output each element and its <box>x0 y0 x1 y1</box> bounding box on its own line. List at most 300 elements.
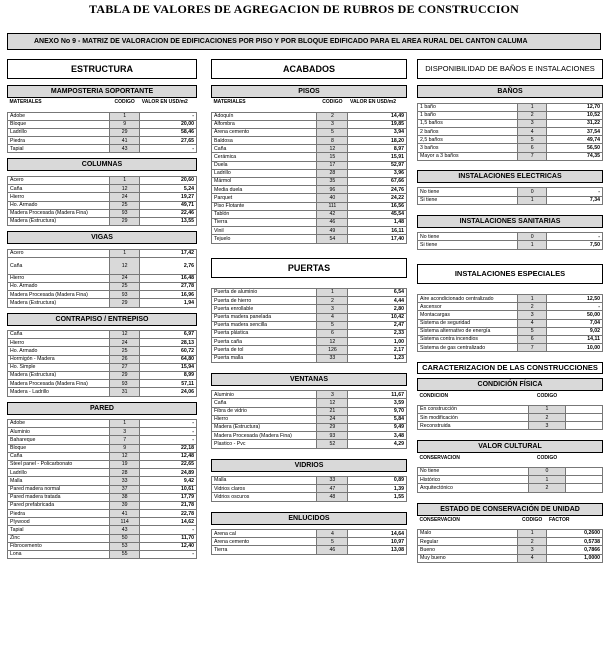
row-code: 4 <box>317 313 348 321</box>
row-code: 43 <box>110 145 140 153</box>
table-row <box>212 354 407 362</box>
table-estado <box>417 516 603 563</box>
row-label: Lona <box>8 551 110 559</box>
header-estructura: ESTRUCTURA <box>7 59 197 79</box>
row-value: - <box>140 428 197 436</box>
row-code: 35 <box>317 178 348 186</box>
row-value: 27,78 <box>140 282 197 290</box>
row-label: Madera Procesada (Madera Fina) <box>8 291 110 299</box>
row-code: 29 <box>110 371 140 379</box>
row-code: 46 <box>317 546 348 554</box>
row-code: 3 <box>517 119 547 127</box>
table-row <box>212 178 407 186</box>
row-label: Tejuelo <box>212 235 317 243</box>
row-label: Adoquín <box>212 112 317 120</box>
row-code: 3 <box>317 305 348 313</box>
row-code: 7 <box>517 344 547 352</box>
row-code: 29 <box>110 128 140 136</box>
row-code: 37 <box>110 485 140 493</box>
row-label: Duela <box>212 161 317 169</box>
table-row <box>418 128 603 136</box>
row-label: Acero <box>8 176 110 184</box>
row-code: 54 <box>317 235 348 243</box>
row-label: Alfombra <box>212 120 317 128</box>
row-value: 57,11 <box>140 380 197 388</box>
row-code: 24 <box>110 339 140 347</box>
row-code: 29 <box>110 217 140 225</box>
column-header: CONDICION <box>418 391 529 400</box>
table-row <box>8 209 197 217</box>
row-code: 28 <box>317 169 348 177</box>
table-row <box>212 153 407 161</box>
row-code: 43 <box>110 526 140 534</box>
table-row <box>8 137 197 145</box>
row-value: 10,42 <box>348 313 407 321</box>
row-code: 93 <box>110 380 140 388</box>
row-label: Sin modificación <box>418 414 529 422</box>
row-code: 12 <box>110 185 140 193</box>
table-row <box>212 546 407 554</box>
table-row <box>418 144 603 152</box>
table-row <box>212 485 407 493</box>
table-row <box>418 546 603 554</box>
row-label: Sistema contra incendios <box>418 336 518 344</box>
table-row <box>8 420 197 428</box>
column-header: MATERIALES <box>8 98 110 107</box>
row-label: Adobe <box>8 420 110 428</box>
row-code: 1 <box>529 405 566 413</box>
table-row <box>212 169 407 177</box>
row-value: 3,59 <box>348 399 407 407</box>
row-label: Caña <box>8 257 110 274</box>
row-label: Madera Procesada (Madera Fina) <box>8 209 110 217</box>
row-label: Sistema de seguridad <box>418 319 518 327</box>
table-row <box>8 510 197 518</box>
row-code: 12 <box>110 331 140 339</box>
row-code: 7 <box>517 152 547 160</box>
row-label: Hierro <box>8 193 110 201</box>
row-label: Plywood <box>8 518 110 526</box>
row-code: 5 <box>317 538 348 546</box>
table-row <box>8 249 197 257</box>
row-code: 2 <box>317 112 348 120</box>
row-code: 3 <box>517 311 547 319</box>
row-label: Tierra <box>212 546 317 554</box>
row-code: 41 <box>110 137 140 145</box>
row-label: Vidrios claros <box>212 485 317 493</box>
row-value: 0,2600 <box>547 530 603 538</box>
section-title: CONDICIÓN FÍSICA <box>417 378 603 391</box>
row-value: 1,48 <box>348 218 407 226</box>
row-value <box>566 484 603 492</box>
table-row <box>418 344 603 352</box>
row-value: 27,65 <box>140 137 197 145</box>
row-code: 40 <box>317 194 348 202</box>
row-value: 4,29 <box>348 440 407 448</box>
row-code: 0 <box>517 233 547 241</box>
table-row <box>212 493 407 501</box>
table-row <box>418 530 603 538</box>
row-code: 46 <box>317 218 348 226</box>
column-header: CODIGO <box>517 516 547 525</box>
table-row <box>212 538 407 546</box>
row-code: 126 <box>317 346 348 354</box>
table-row <box>418 467 603 475</box>
row-code: 3 <box>317 120 348 128</box>
column-acabados <box>211 59 407 555</box>
row-code: 29 <box>110 299 140 307</box>
table-row <box>8 493 197 501</box>
row-label: Madera (Estructura) <box>212 423 317 431</box>
row-code: 29 <box>317 423 348 431</box>
row-code: 12 <box>110 452 140 460</box>
row-value: 15,94 <box>140 363 197 371</box>
row-label: Puerta de tol <box>212 346 317 354</box>
table-row <box>418 295 603 303</box>
row-label: Cerámica <box>212 153 317 161</box>
table-vigas <box>7 244 197 307</box>
row-value: 7,50 <box>547 241 603 249</box>
row-label: 3 baños <box>418 144 518 152</box>
row-value: 10,97 <box>348 538 407 546</box>
section-title: BAÑOS <box>417 85 603 98</box>
table-row <box>8 145 197 153</box>
table-row <box>418 476 603 484</box>
row-label: No tiene <box>418 467 529 475</box>
row-label: Malla <box>212 477 317 485</box>
row-value: 58,46 <box>140 128 197 136</box>
row-code: 2 <box>317 297 348 305</box>
table-row <box>8 526 197 534</box>
row-label: Sistema alternativo de energía <box>418 327 518 335</box>
row-code: 93 <box>317 432 348 440</box>
row-label: Media duela <box>212 186 317 194</box>
table-row <box>8 339 197 347</box>
row-value: 1,39 <box>348 485 407 493</box>
row-code: 15 <box>317 153 348 161</box>
row-code: 2 <box>529 414 566 422</box>
row-value: 24,06 <box>140 388 197 396</box>
row-code: 25 <box>110 347 140 355</box>
table-row <box>212 112 407 120</box>
row-code: 93 <box>110 209 140 217</box>
row-label: Aluminio <box>8 428 110 436</box>
section-title: INSTALACIONES ELECTRICAS <box>417 170 603 183</box>
row-code: 50 <box>110 534 140 542</box>
row-code: 1 <box>517 295 547 303</box>
section-title: COLUMNAS <box>7 158 197 171</box>
row-value: 13,55 <box>140 217 197 225</box>
table-ventanas <box>211 386 407 449</box>
column-disponibilidad <box>417 59 603 563</box>
table-row <box>418 336 603 344</box>
row-code: 19 <box>110 460 140 468</box>
row-code: 53 <box>110 542 140 550</box>
row-code: 2 <box>517 538 547 546</box>
row-value: - <box>140 436 197 444</box>
table-row <box>8 331 197 339</box>
table-row <box>8 444 197 452</box>
row-label: Tablón <box>212 210 317 218</box>
row-code: 5 <box>317 321 348 329</box>
page-title: TABLA DE VALORES DE AGREGACION DE RUBROS DE CONSTRUCCION <box>89 2 519 16</box>
row-code: 55 <box>110 551 140 559</box>
table-row <box>8 380 197 388</box>
row-label: Madera (Estructura) <box>8 299 110 307</box>
row-code: 2 <box>529 484 566 492</box>
table-row <box>418 111 603 119</box>
row-value: - <box>547 188 603 196</box>
header-caracterizacion: CARACTERIZACION DE LAS CONSTRUCCIONES <box>417 362 603 374</box>
row-value: 49,71 <box>140 201 197 209</box>
row-label: Bloque <box>8 120 110 128</box>
row-value: 21,78 <box>140 501 197 509</box>
row-label: Si tiene <box>418 241 518 249</box>
row-value: 8,99 <box>140 371 197 379</box>
table-header-row <box>8 98 197 107</box>
table-row <box>212 145 407 153</box>
table-row <box>8 120 197 128</box>
table-vidrios <box>211 472 407 502</box>
row-label: Tapial <box>8 526 110 534</box>
row-label: Caña <box>8 331 110 339</box>
row-code: 42 <box>317 210 348 218</box>
row-label: 1,5 baños <box>418 119 518 127</box>
table-row <box>212 128 407 136</box>
table-row <box>212 423 407 431</box>
table-row <box>8 217 197 225</box>
table-mamposteria <box>7 98 197 153</box>
row-label: Arena cemento <box>212 538 317 546</box>
row-code: 33 <box>317 354 348 362</box>
row-value: 14,11 <box>547 336 603 344</box>
row-label: Tapial <box>8 145 110 153</box>
row-value: 10,52 <box>547 111 603 119</box>
row-label: 2,5 baños <box>418 136 518 144</box>
row-label: Histórico <box>418 476 529 484</box>
row-value: 8,97 <box>348 145 407 153</box>
table-cultural <box>417 453 603 492</box>
row-code: 0 <box>517 188 547 196</box>
table-row <box>8 274 197 282</box>
table-row <box>212 432 407 440</box>
row-value: 9,70 <box>348 407 407 415</box>
row-code: 1 <box>517 241 547 249</box>
row-label: Hierro <box>212 415 317 423</box>
table-header-row <box>212 98 407 107</box>
row-label: Arena cemento <box>212 128 317 136</box>
row-code: 6 <box>517 336 547 344</box>
row-code: 24 <box>317 415 348 423</box>
table-banos <box>417 98 603 161</box>
row-code: 1 <box>110 420 140 428</box>
table-row <box>8 347 197 355</box>
row-code: 3 <box>110 428 140 436</box>
row-value: 17,79 <box>140 493 197 501</box>
column-header <box>566 453 603 462</box>
table-row <box>8 469 197 477</box>
row-value: 9,02 <box>547 327 603 335</box>
table-enlucidos <box>211 525 407 555</box>
row-code: 12 <box>317 338 348 346</box>
row-value: 12,70 <box>547 103 603 111</box>
row-label: Piedra <box>8 137 110 145</box>
row-label: Aire acondicionado centralizado <box>418 295 518 303</box>
row-label: Regular <box>418 538 518 546</box>
row-value: 12,50 <box>547 295 603 303</box>
table-row <box>212 161 407 169</box>
row-value: 6,97 <box>140 331 197 339</box>
row-label: Puerta plástica <box>212 329 317 337</box>
row-code: 27 <box>110 363 140 371</box>
row-code: 3 <box>317 391 348 399</box>
row-value: 56,50 <box>547 144 603 152</box>
row-value: 1,23 <box>348 354 407 362</box>
row-value <box>566 476 603 484</box>
table-row <box>212 202 407 210</box>
table-row <box>8 501 197 509</box>
row-value: 10,61 <box>140 485 197 493</box>
row-label: Aluminio <box>212 391 317 399</box>
row-label: En construcción <box>418 405 529 413</box>
row-label: 1 baño <box>418 103 518 111</box>
row-value: 14,64 <box>348 530 407 538</box>
row-code: 96 <box>317 186 348 194</box>
row-code: 7 <box>110 436 140 444</box>
row-code: 9 <box>110 444 140 452</box>
section-title: PARED <box>7 402 197 415</box>
row-value: 50,00 <box>547 311 603 319</box>
row-value: 2,80 <box>348 305 407 313</box>
row-label: Puerta de aluminio <box>212 289 317 297</box>
row-code: 48 <box>317 493 348 501</box>
row-value: 22,78 <box>140 510 197 518</box>
row-label: Vinil <box>212 227 317 235</box>
section-title: VIDRIOS <box>211 459 407 472</box>
table-header-row <box>418 516 603 525</box>
section-title: ESTADO DE CONSERVACIÓN DE UNIDAD <box>417 503 603 516</box>
row-code: 8 <box>317 137 348 145</box>
table-row <box>418 196 603 204</box>
row-label: Madera Procesada (Madera Fina) <box>212 432 317 440</box>
row-label: Mármol <box>212 178 317 186</box>
row-label: Pared madera tratada <box>8 493 110 501</box>
row-label: Madera - Ladrillo <box>8 388 110 396</box>
row-value: 37,54 <box>547 128 603 136</box>
row-value: 12,40 <box>140 542 197 550</box>
row-value: 16,11 <box>348 227 407 235</box>
table-row <box>418 188 603 196</box>
table-row <box>212 477 407 485</box>
row-value: 9,49 <box>348 423 407 431</box>
row-value: 18,20 <box>348 137 407 145</box>
table-row <box>418 405 603 413</box>
table-row <box>8 185 197 193</box>
row-label: Fibrocemento <box>8 542 110 550</box>
row-code: 21 <box>317 407 348 415</box>
row-code: 24 <box>110 193 140 201</box>
row-value: 11,70 <box>140 534 197 542</box>
row-code: 4 <box>317 530 348 538</box>
section-title: ENLUCIDOS <box>211 512 407 525</box>
table-row <box>418 554 603 562</box>
table-row <box>418 311 603 319</box>
row-code: 93 <box>110 291 140 299</box>
row-value: - <box>140 420 197 428</box>
table-row <box>418 327 603 335</box>
row-label: 2 baños <box>418 128 518 136</box>
row-label: Bloque <box>8 444 110 452</box>
table-row <box>8 518 197 526</box>
row-value: - <box>140 526 197 534</box>
table-row <box>8 291 197 299</box>
table-fisica <box>417 391 603 430</box>
row-value: 2,33 <box>348 329 407 337</box>
row-label: Caña <box>212 399 317 407</box>
table-row <box>418 241 603 249</box>
row-label: Malla <box>8 477 110 485</box>
row-value: 24,89 <box>140 469 197 477</box>
row-code: 1 <box>529 476 566 484</box>
row-code: 4 <box>517 319 547 327</box>
table-row <box>8 176 197 184</box>
row-value: 16,56 <box>348 202 407 210</box>
row-value <box>566 467 603 475</box>
column-header <box>566 391 603 400</box>
table-row <box>212 218 407 226</box>
table-row <box>8 428 197 436</box>
column-header: VALOR EN USD/m2 <box>140 98 197 107</box>
table-header-row <box>418 453 603 462</box>
row-value: 11,67 <box>348 391 407 399</box>
table-row <box>8 551 197 559</box>
section-title: VIGAS <box>7 231 197 244</box>
row-value: 24,22 <box>348 194 407 202</box>
table-row <box>212 305 407 313</box>
table-row <box>212 120 407 128</box>
table-row <box>212 329 407 337</box>
row-label: Ladrillo <box>212 169 317 177</box>
row-label: Steel panel - Policarbonato <box>8 460 110 468</box>
row-label: Ho. Armado <box>8 347 110 355</box>
row-code: 6 <box>317 329 348 337</box>
row-code: 41 <box>110 510 140 518</box>
row-value: 20,60 <box>140 176 197 184</box>
table-row <box>8 193 197 201</box>
row-label: Baldosa <box>212 137 317 145</box>
row-label: Montacargas <box>418 311 518 319</box>
row-code: 52 <box>317 440 348 448</box>
row-code: 1 <box>110 112 140 120</box>
row-label: Arquitectónico <box>418 484 529 492</box>
table-row <box>8 299 197 307</box>
row-label: Arena cal <box>212 530 317 538</box>
row-code: 33 <box>317 477 348 485</box>
table-row <box>8 257 197 274</box>
table-row <box>418 319 603 327</box>
table-row <box>212 440 407 448</box>
table-row <box>212 137 407 145</box>
table-row <box>418 119 603 127</box>
row-value: 22,18 <box>140 444 197 452</box>
row-label: Bueno <box>418 546 518 554</box>
row-code: 114 <box>110 518 140 526</box>
table-row <box>212 346 407 354</box>
column-header: CODIGO <box>110 98 140 107</box>
row-code: 111 <box>317 202 348 210</box>
row-label: Muy bueno <box>418 554 518 562</box>
row-label: Ho. Armado <box>8 201 110 209</box>
